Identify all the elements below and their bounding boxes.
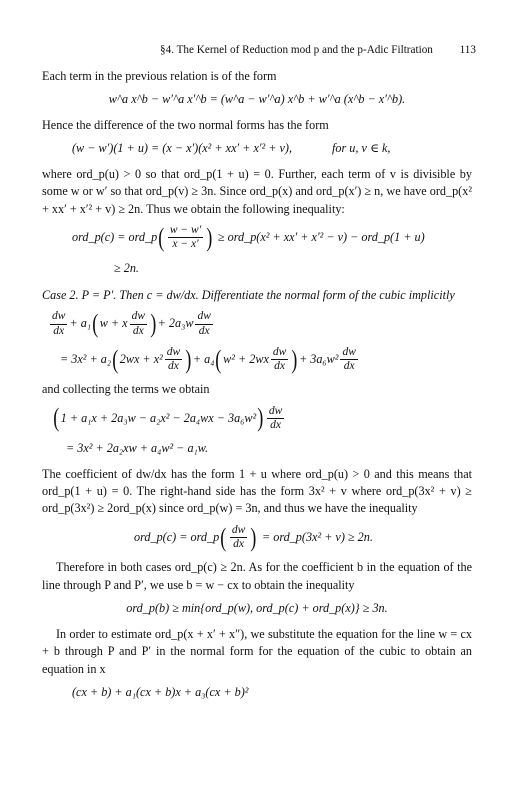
paragraph-6: The coefficient of dw/dx has the form 1 + u where ord_p(u) > 0 and this means that ord_p(1 + u) = 0. The right-hand side has the form 3x² + v where ord_p(3x² + v) ≥ ord_p(3x²) ≥ 2ord_p(x) since ord_p(w) = 3n, and thus we have the inequality (42, 466, 472, 516)
paragraph-1: Each term in the previous relation is of the form (42, 69, 277, 83)
paragraph-2: Hence the difference of the two normal forms has the form (42, 117, 329, 132)
paragraph-3: where ord_p(u) > 0 so that ord_p(1 + u) = 0. Further, each term of v is divisible by some w or w′ so that ord_p(v) ≥ 3n. Since ord_p(x) and ord_p(x′) ≥ n, we have ord_p(x² + xx′ + x′² + v) ≥ 2n. Thus we obtain the following inequality: (42, 166, 472, 216)
page-number: 113 (459, 44, 476, 56)
equation-1: w^a x^b − w′^a x′^b = (w^a − w′^a) x^b + w′^a (x^b − x′^b). (108, 92, 406, 107)
page-body (42, 68, 472, 709)
equation-3: ord_p(c) = ord_p ( $\frac{w - w'}{x - x'}$ ) ≥ ord_p(x² + xx′ + x′² − v) − ord_p(1 + u) (72, 222, 425, 252)
equation-6: ord_p(c) = ord_p ( $\frac{dw}{dx}$ ) = ord_p(3x² + v) ≥ 2n. (134, 522, 373, 552)
equation-5-line2: = 3x² + 2a₂xw + a₄w² − a₁w. (66, 441, 209, 456)
equation-8: (cx + b) + a₁(cx + b)x + a₃(cx + b)² (72, 684, 249, 699)
running-header (160, 42, 476, 58)
paragraph-8: In order to estimate ord_p(x + x′ + x″), we substitute the equation for the line w = cx + b through P and P′ in the normal form for the equation of the cubic to obtain an equation in x (42, 626, 472, 676)
equation-4-line2: = 3x² + a₂ ( 2wx + x² $\frac{dw}{dx}$ ) + a₄ ( w² + 2wx $\frac{dw}{dx}$ ) + 3a₆w² $\frac{dw}{dx}$ (60, 344, 356, 374)
fraction-w-over-x: $\frac{w - w'}{x - x'}$ (169, 224, 202, 251)
equation-2: (w − w′)(1 + u) = (x − x′)(x² + xx′ + x′² + v), for u, v ∈ k, (72, 141, 391, 156)
section-title: §4. The Kernel of Reduction mod p and the p-Adic Filtration (160, 44, 433, 56)
equation-3-line2: ≥ 2n. (114, 260, 139, 275)
paragraph-7: Therefore in both cases ord_p(c) ≥ 2n. As for the coefficient b in the equation of the line through P and P′, we use b = w − cx to obtain the inequality (42, 560, 472, 592)
equation-5: ( 1 + a₁x + 2a₃w − a₂x² − 2a₄wx − 3a₆w² ) $\frac{dw}{dx}$ (53, 403, 283, 433)
paragraph-4: Case 2. P = P′. Then c = dw/dx. Differentiate the normal form of the cubic implicitly (42, 287, 455, 302)
equation-7: ord_p(b) ≥ min{ord_p(w), ord_p(c) + ord_p(x)} ≥ 3n. (126, 601, 388, 616)
paragraph-5: and collecting the terms we obtain (42, 382, 210, 397)
equation-4: $\frac{dw}{dx}$ + a₁ ( w + x $\frac{dw}{dx}$ ) + 2a₃w $\frac{dw}{dx}$ (52, 309, 211, 339)
